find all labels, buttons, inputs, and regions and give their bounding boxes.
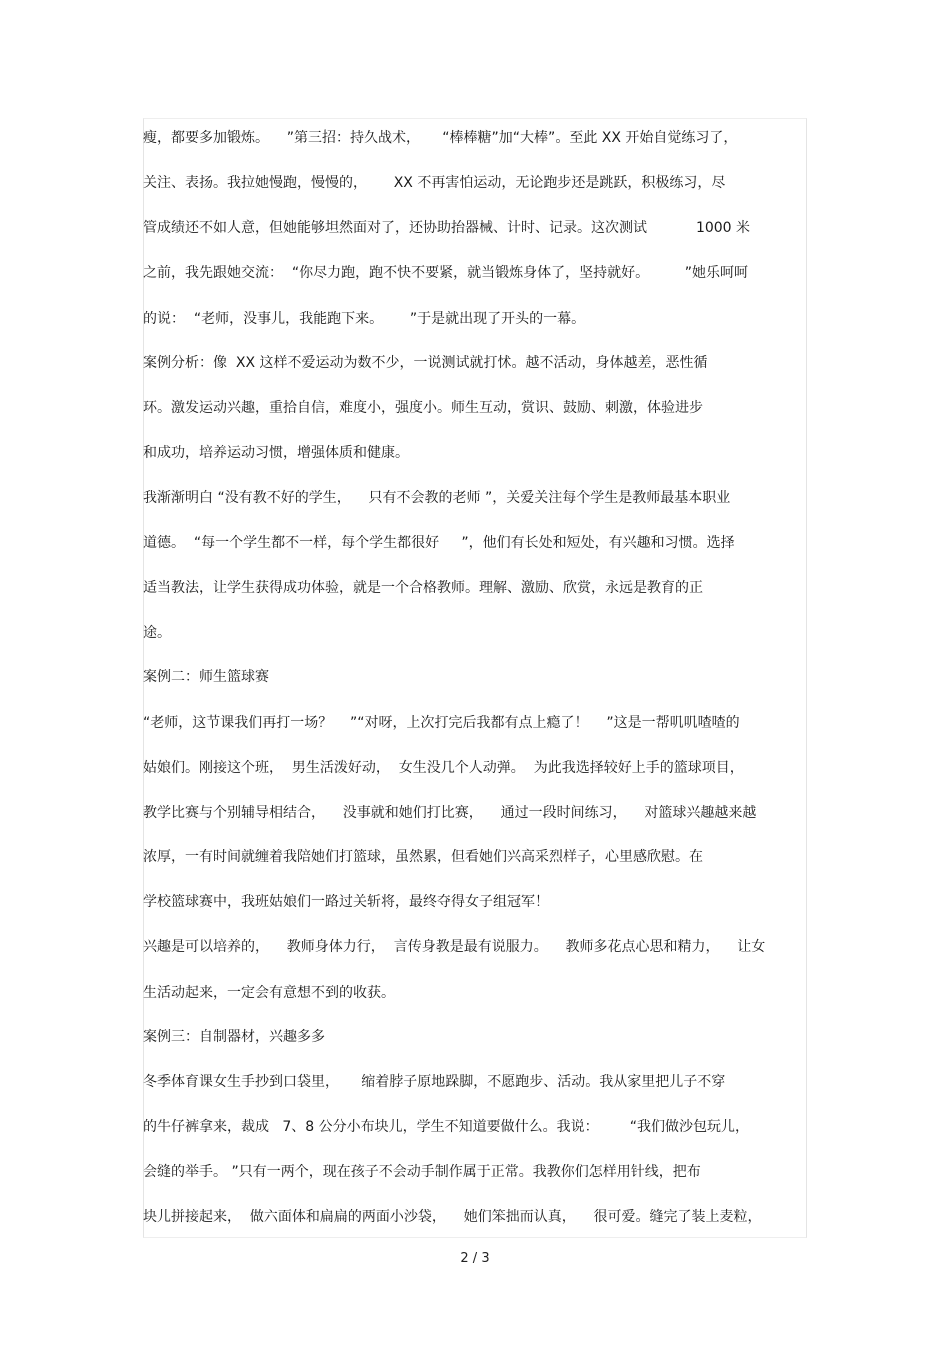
text-line: 浓厚，一有时间就缠着我陪她们打篮球，虽然累，但看她们兴高采烈样子，心里感欣慰。在 bbox=[143, 849, 703, 865]
text-line: 环。激发运动兴趣，重拾自信，难度小，强度小。师生互动，赏识、鼓励、刺激，体验进步 bbox=[143, 400, 703, 416]
text-line: 学校篮球赛中，我班姑娘们一路过关斩将，最终夺得女子组冠军！ bbox=[143, 894, 549, 910]
text-line: 适当教法，让学生获得成功体验，就是一个合格教师。理解、激励、欣赏，永远是教育的正 bbox=[143, 580, 703, 596]
text-line: 冬季体育课女生手抄到口袋里， 缩着脖子原地跺脚，不愿跑步、活动。我从家里把儿子不穿 bbox=[143, 1074, 726, 1090]
text-line: 和成功，培养运动习惯，增强体质和健康。 bbox=[143, 445, 409, 461]
section-heading: 案例三：自制器材，兴趣多多 bbox=[143, 1029, 325, 1045]
text-line: 姑娘们。刚接这个班， 男生活泼好动， 女生没几个人动弹。 为此我选择较好上手的篮球项目， bbox=[143, 760, 744, 776]
text-line: 兴趣是可以培养的， 教师身体力行， 言传身教是最有说服力。 教师多花点心思和精力， 让女 bbox=[143, 939, 766, 955]
text-line: 的牛仔裤拿来，裁成 7、8 公分小布块儿，学生不知道要做什么。我说： “我们做沙包玩儿， bbox=[143, 1119, 750, 1135]
text-line: 关注、表扬。我拉她慢跑，慢慢的， XX 不再害怕运动，无论跑步还是跳跃，积极练习，尽 bbox=[143, 175, 726, 191]
text-line: 瘦，都要多加锻炼。 ”第三招：持久战术， “棒棒糖”加“大棒”。至此 XX 开始自觉练习了， bbox=[143, 130, 738, 146]
text-line: 管成绩还不如人意，但她能够坦然面对了，还协助抬器械、计时、记录。这次测试 1000 米 bbox=[143, 220, 751, 236]
text-line: 会缝的举手。 ”只有一两个，现在孩子不会动手制作属于正常。我教你们怎样用针线，把布 bbox=[143, 1164, 701, 1180]
text-line: 案例分析：像 XX 这样不爱运动为数不少，一说测试就打怵。越不活动，身体越差，恶性循 bbox=[143, 355, 708, 371]
page-number: 2 / 3 bbox=[460, 1251, 490, 1266]
text-line: 途。 bbox=[143, 625, 171, 641]
text-line: 块儿拼接起来， 做六面体和扁扁的两面小沙袋， 她们笨拙而认真， 很可爱。缝完了装上麦粒， bbox=[143, 1209, 762, 1225]
text-line: “老师，这节课我们再打一场？ ”“对呀，上次打完后我都有点上瘾了！ ”这是一帮叽叽喳喳的 bbox=[143, 715, 740, 731]
text-line: 之前，我先跟她交流： “你尽力跑，跑不快不要紧，就当锻炼身体了，坚持就好。 ”她乐呵呵 bbox=[143, 265, 749, 281]
text-line: 教学比赛与个别辅导相结合， 没事就和她们打比赛， 通过一段时间练习， 对篮球兴趣越来越 bbox=[143, 805, 757, 821]
text-line: 的说： “老师，没事儿，我能跑下来。 ”于是就出现了开头的一幕。 bbox=[143, 311, 586, 327]
text-line: 道德。 “每一个学生都不一样，每个学生都很好 ”，他们有长处和短处，有兴趣和习惯。选择 bbox=[143, 535, 735, 551]
text-line: 我渐渐明白 “没有教不好的学生， 只有不会教的老师 ”，关爱关注每个学生是教师最基本职业 bbox=[143, 490, 731, 506]
text-line: 生活动起来，一定会有意想不到的收获。 bbox=[143, 985, 395, 1001]
section-heading: 案例二：师生篮球赛 bbox=[143, 669, 269, 685]
